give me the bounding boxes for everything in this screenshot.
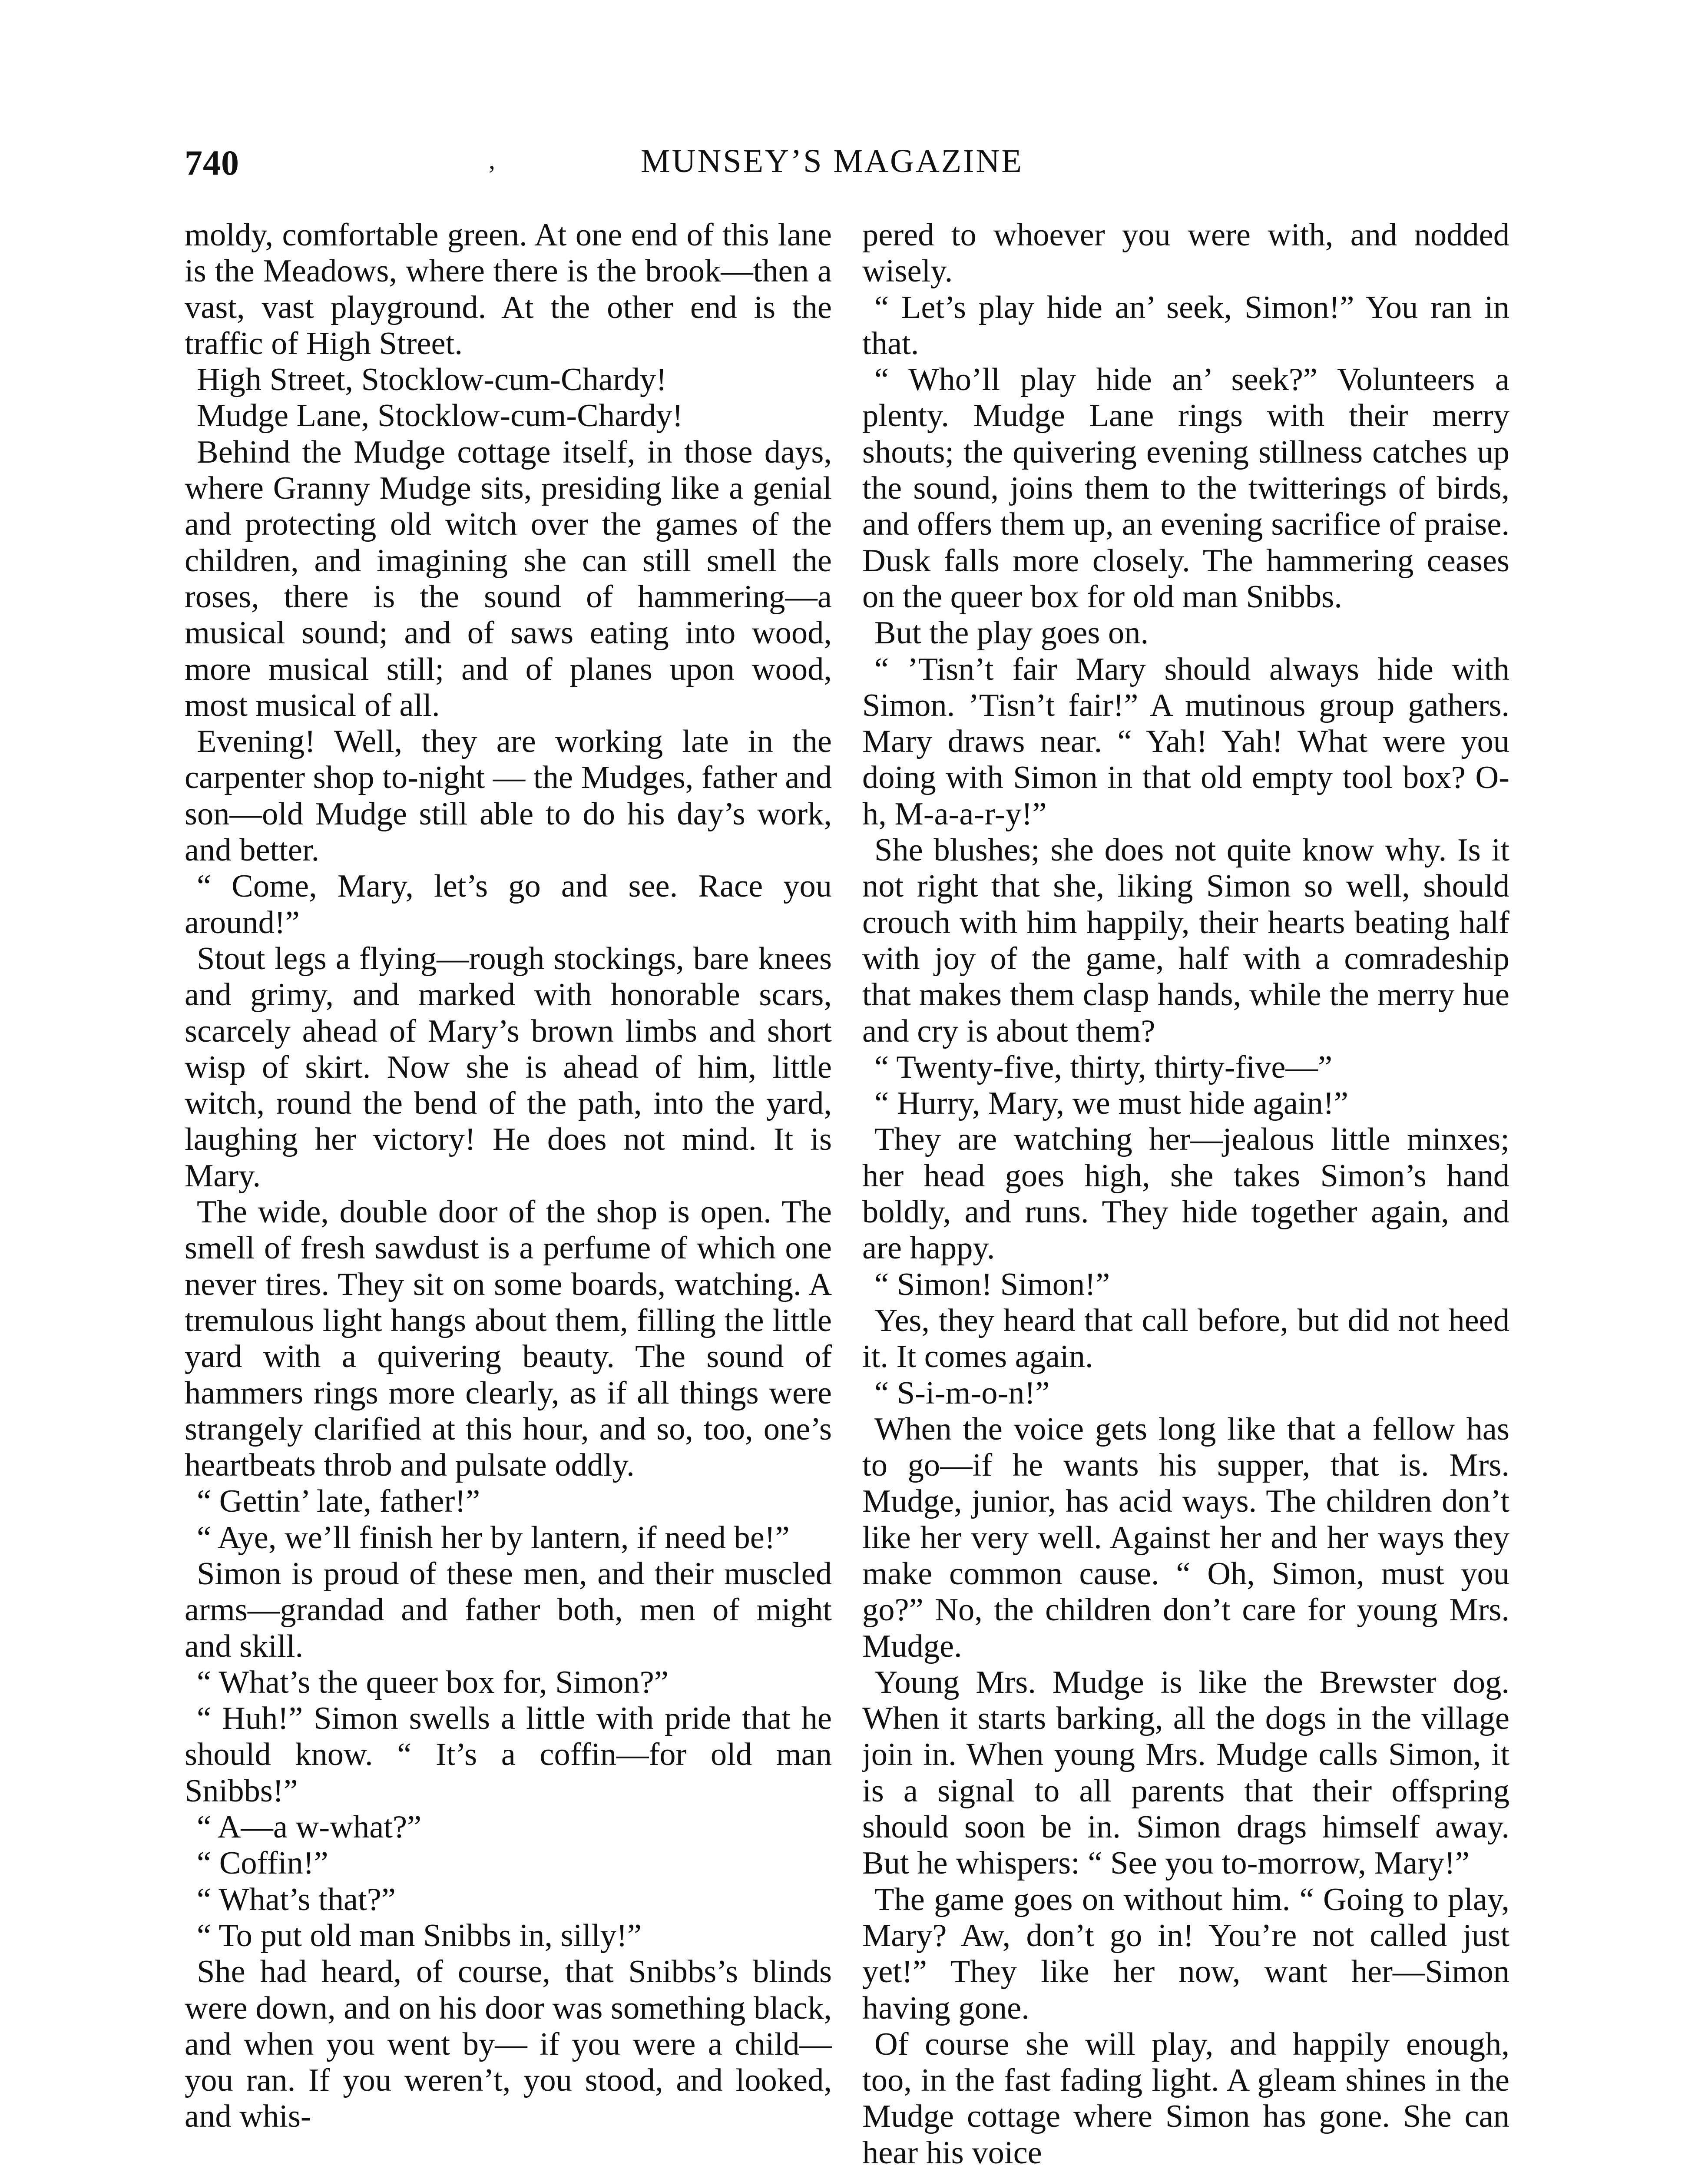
paragraph: When the voice gets long like that a fellow has to go—if he wants his supper, that is. Mrs. Mudge, junior, has acid ways. The children don’t like her very well. Against her and her ways they make common cause. “ Oh, Simon, must you go?” No, the children don’t care for young Mrs. Mudge. — [862, 1411, 1509, 1664]
paragraph: Mudge Lane, Stocklow-cum-Chardy! — [197, 398, 683, 434]
paragraph: She blushes; she does not quite know why. Is it not right that she, liking Simon so well, should crouch with him happily, their hearts beating half with joy of the game, half with a comradeship that makes them clasp hands, while the merry hue and cry is about them? — [862, 832, 1509, 1049]
paragraph: “ Who’ll play hide an’ seek?” Volunteers a plenty. Mudge Lane rings with their merry shouts; the quivering evening stillness catches up the sound, joins them to the twitterings of birds, and offers them up, an evening sacrifice of praise. Dusk falls more closely. The hammering ceases on the queer box for old man Snibbs. — [862, 362, 1509, 615]
page-header — [185, 142, 1566, 190]
paragraph: pered to whoever you were with, and nodded wisely. — [862, 217, 1509, 289]
paragraph: “ Gettin’ late, father!” — [197, 1483, 480, 1520]
header-mark: , — [489, 146, 495, 174]
paragraph: They are watching her—jealous little minxes; her head goes high, she takes Simon’s hand boldly, and runs. They hide together again, and are happy. — [862, 1122, 1509, 1266]
paragraph: “ What’s that?” — [197, 1881, 396, 1917]
running-head: MUNSEY’S MAGAZINE — [641, 143, 1023, 179]
paragraph: “ Come, Mary, let’s go and see. Race you around!” — [185, 868, 832, 940]
paragraph: The game goes on without him. “ Going to play, Mary? Aw, don’t go in! You’re not called just yet!” They like her now, want her—Simon having gone. — [862, 1881, 1509, 2026]
paragraph: Simon is proud of these men, and their muscled arms—grandad and father both, men of might and skill. — [185, 1556, 832, 1664]
paragraph: “ A—a w-what?” — [197, 1809, 422, 1845]
paragraph: “ Coffin!” — [197, 1845, 328, 1881]
paragraph: “ Aye, we’ll finish her by lantern, if need be!” — [197, 1520, 790, 1556]
paragraph: Evening! Well, they are working late in the carpenter shop to-night — the Mudges, father and son—old Mudge still able to do his day’s work, and better. — [185, 724, 832, 868]
paragraph: “ S-i-m-o-n!” — [874, 1375, 1050, 1411]
paragraph: “ Let’s play hide an’ seek, Simon!” You ran in that. — [862, 289, 1509, 361]
paragraph: “ Huh!” Simon swells a little with pride that he should know. “ It’s a coffin—for old man Snibbs!” — [185, 1701, 832, 1809]
paragraph: Young Mrs. Mudge is like the Brewster dog. When it starts barking, all the dogs in the village join in. When young Mrs. Mudge calls Simon, it is a signal to all parents that their offspring should soon be in. Simon drags himself away. But he whispers: “ See you to-morrow, Mary!” — [862, 1664, 1509, 1881]
paragraph: moldy, comfortable green. At one end of this lane is the Meadows, where there is the brook—then a vast, vast playground. At the other end is the traffic of High Street. — [185, 217, 832, 361]
paragraph: “ Twenty-five, thirty, thirty-five—” — [874, 1049, 1333, 1085]
paragraph: “ Simon! Simon!” — [874, 1266, 1110, 1302]
paragraph: “ What’s the queer box for, Simon?” — [197, 1664, 669, 1700]
paragraph: High Street, Stocklow-cum-Chardy! — [197, 362, 667, 398]
paragraph: Stout legs a flying—rough stockings, bare knees and grimy, and marked with honorable scars, scarcely ahead of Mary’s brown limbs and short wisp of skirt. Now she is ahead of him, little witch, round the bend of the path, into the yard, laughing her victory! He does not mind. It is Mary. — [185, 940, 832, 1194]
paragraph: Yes, they heard that call before, but did not heed it. It comes again. — [862, 1302, 1509, 1375]
left-column — [185, 217, 832, 2172]
paragraph: Behind the Mudge cottage itself, in those days, where Granny Mudge sits, presiding like a genial and protecting old witch over the games of the children, and imagining she can still smell the roses, there is the sound of hammering—a musical sound; and of saws eating into wood, more musical still; and of planes upon wood, most musical of all. — [185, 434, 832, 723]
paragraph: “ ’Tisn’t fair Mary should always hide with Simon. ’Tisn’t fair!” A mutinous group gathers. Mary draws near. “ Yah! Yah! What were you doing with Simon in that old empty tool box? O-h, M-a-a-r-y!” — [862, 651, 1509, 832]
paragraph: Of course she will play, and happily enough, too, in the fast fading light. A gleam shines in the Mudge cottage where Simon has gone. She can hear his voice — [862, 2026, 1509, 2171]
paragraph: “ To put old man Snibbs in, silly!” — [197, 1917, 642, 1953]
paragraph: The wide, double door of the shop is open. The smell of fresh sawdust is a perfume of which one never tires. They sit on some boards, watching. A tremulous light hangs about them, filling the little yard with a quivering beauty. The sound of hammers rings more clearly, as if all things were strangely clarified at this hour, and so, too, one’s heartbeats throb and pulsate oddly. — [185, 1194, 832, 1483]
paragraph: She had heard, of course, that Snibbs’s blinds were down, and on his door was something black, and when you went by— if you were a child—you ran. If you weren’t, you stood, and looked, and whis- — [185, 1954, 832, 2135]
page-number: 740 — [185, 143, 239, 182]
paragraph: But the play goes on. — [874, 615, 1149, 651]
right-column — [862, 217, 1509, 2172]
paragraph: “ Hurry, Mary, we must hide again!” — [874, 1086, 1348, 1122]
